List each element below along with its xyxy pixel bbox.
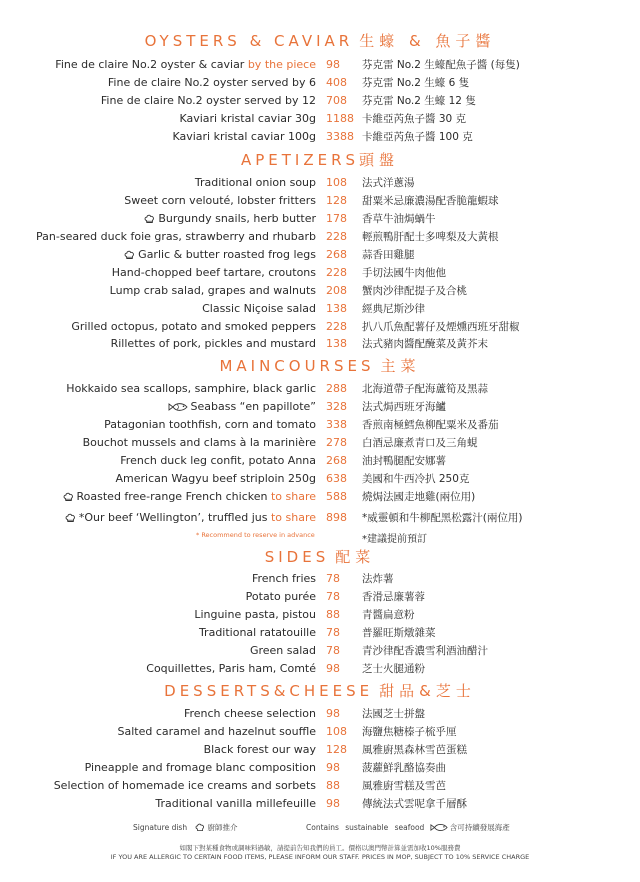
item-name: Salted caramel and hazelnut souffle (117, 725, 316, 738)
item-name: Burgundy snails, herb butter (158, 212, 316, 225)
menu-item (0, 282, 640, 300)
item-name: Kaviari kristal caviar 100g (172, 130, 316, 143)
item-name: Traditional onion soup (194, 176, 316, 189)
section-title-zh: 甜品&芝士 (379, 682, 476, 700)
menu-item (0, 570, 640, 588)
menu-item (0, 398, 640, 416)
item-price: 98 (326, 58, 340, 71)
item-price: 138 (326, 337, 347, 350)
menu-item (0, 624, 640, 642)
item-price: 408 (326, 76, 347, 89)
item-price: 98 (326, 761, 340, 774)
section-title-desserts-cheese (0, 682, 640, 700)
item-price: 638 (326, 472, 347, 485)
chef-hat-icon (195, 823, 205, 834)
item-price: 88 (326, 779, 340, 792)
item-name-zh: 法式洋蔥湯 (362, 177, 415, 189)
menu-item (0, 795, 640, 813)
item-name-zh: 法式豬肉醬配醃菜及黃芥末 (362, 338, 488, 350)
item-price: 708 (326, 94, 347, 107)
item-name-zh: 芬克雷 No.2 生蠔 6 隻 (362, 77, 470, 89)
item-price: 78 (326, 644, 340, 657)
item-name-zh: 風雅廚黑森林雪芭蛋糕 (362, 744, 467, 756)
item-name: Fine de claire No.2 oyster served by 12 (100, 94, 316, 107)
item-price: 228 (326, 266, 347, 279)
item-name-zh: 經典尼斯沙律 (362, 303, 425, 315)
item-price: 78 (326, 572, 340, 585)
item-name-zh: 燒焗法國走地雞(兩位用) (362, 491, 476, 503)
menu-item (0, 264, 640, 282)
item-name-zh: 芬克雷 No.2 生蠔 12 隻 (362, 95, 476, 107)
item-name-zh: 扒八爪魚配薯仔及煙燻西班牙甜椒 (362, 321, 520, 333)
item-name: Bouchot mussels and clams à la marinière (82, 436, 316, 449)
item-name-zh: 傳統法式雲呢拿千層酥 (362, 798, 467, 810)
item-name: French fries (251, 572, 316, 585)
item-name: Hokkaido sea scallops, samphire, black garlic (66, 382, 316, 395)
item-name-zh: 青醬扁意粉 (362, 609, 415, 621)
item-name: Kaviari kristal caviar 30g (179, 112, 316, 125)
item-name: Our beef ‘Wellington’, truffled jus (84, 511, 268, 524)
item-price: 88 (326, 608, 340, 621)
item-name-zh: 白酒忌廉煮青口及三角蜆 (362, 437, 478, 449)
item-star: * (78, 511, 85, 524)
item-price: 208 (326, 284, 347, 297)
menu-item (0, 660, 640, 678)
legend-signature-dish (133, 822, 237, 834)
fish-icon (430, 823, 448, 834)
menu-item (0, 110, 640, 128)
menu-item (0, 434, 640, 452)
item-name-zh: 甜粟米忌廉濃湯配香脆龍蝦球 (362, 195, 499, 207)
item-name: Patagonian toothfish, corn and tomato (104, 418, 316, 431)
item-name-zh: 普羅旺斯燉雜菜 (362, 627, 436, 639)
item-name: Hand-chopped beef tartare, croutons (111, 266, 316, 279)
menu-item (0, 777, 640, 795)
item-name: Lump crab salad, grapes and walnuts (109, 284, 316, 297)
item-name-zh: 卡維亞芮魚子醬 30 克 (362, 113, 467, 125)
item-name: Seabass “en papillote” (190, 400, 316, 413)
menu-item (0, 210, 640, 228)
item-price: 98 (326, 797, 340, 810)
item-name-zh: 香滑忌廉薯蓉 (362, 591, 425, 603)
menu-item (0, 335, 640, 353)
section-title-zh: 頭盤 (359, 151, 400, 169)
item-name: Fine de claire No.2 oyster & caviar (55, 58, 245, 71)
item-name-zh: 美國和牛西冷扒 250克 (362, 473, 470, 485)
item-note: to share (270, 511, 316, 524)
item-name-zh: 北海道帶子配海蘆筍及黑蒜 (362, 383, 488, 395)
item-price: 108 (326, 176, 347, 189)
chef-hat-icon (65, 511, 76, 529)
item-price: 78 (326, 626, 340, 639)
allergy-note-zh: 如閣下對某種食物或調味料過敏，請提前告知我們的員工。價格以澳門幣計算並需加收10%服務費 (179, 844, 461, 852)
item-price: 98 (326, 707, 340, 720)
section-title-en: APETIZERS (240, 151, 360, 169)
menu-item (0, 192, 640, 210)
menu-item (0, 380, 640, 398)
legend-signature-label: Signature dish (133, 823, 188, 832)
item-name: Traditional ratatouille (198, 626, 316, 639)
item-name-zh: 蟹肉沙律配提子及合桃 (362, 285, 467, 297)
menu-item (0, 56, 640, 74)
item-name-zh: 海鹽焦糖榛子梳乎厘 (362, 726, 457, 738)
item-price: 338 (326, 418, 347, 431)
menu-item (0, 174, 640, 192)
menu-item (0, 452, 640, 470)
item-price: 288 (326, 382, 347, 395)
item-name: Coquillettes, Paris ham, Comté (146, 662, 316, 675)
menu-item (0, 300, 640, 318)
item-name: French cheese selection (183, 707, 316, 720)
legend-seafood-zh: 含可持續發展海產 (449, 823, 510, 832)
item-price: 3388 (326, 130, 354, 143)
item-price: 228 (326, 320, 347, 333)
menu-item (0, 128, 640, 146)
section-title-en: DESSERTS&CHEESE (164, 682, 374, 700)
item-price: 98 (326, 662, 340, 675)
menu-item (0, 642, 640, 660)
menu-item (0, 705, 640, 723)
item-name-zh: 蒜香田雞腿 (362, 249, 415, 261)
item-price: 278 (326, 436, 347, 449)
item-price: 588 (326, 490, 347, 503)
item-name: Potato purée (245, 590, 316, 603)
item-name: Green salad (249, 644, 316, 657)
menu-item (0, 509, 640, 527)
item-name: Rillettes of pork, pickles and mustard (110, 337, 316, 350)
item-price: 228 (326, 230, 347, 243)
item-price: 138 (326, 302, 347, 315)
menu-item (0, 92, 640, 110)
item-name: Sweet corn velouté, lobster fritters (124, 194, 316, 207)
item-name-zh: 卡維亞芮魚子醬 100 克 (362, 131, 473, 143)
section-title-en: OYSTERS & CAVIAR (144, 32, 354, 50)
item-name-zh: 菠蘿鮮乳酪協奏曲 (362, 762, 446, 774)
item-name: Linguine pasta, pistou (194, 608, 316, 621)
allergy-note-en: IF YOU ARE ALLERGIC TO CERTAIN FOOD ITEMS, PLEASE INFORM OUR STAFF. PRICES IN MOP, SUBJECT TO 10% SERVICE CHARGE (110, 853, 530, 861)
item-name-zh: 法國芝士拼盤 (362, 708, 425, 720)
item-note: to share (270, 490, 316, 503)
menu-item (0, 606, 640, 624)
item-name: Garlic & butter roasted frog legs (138, 248, 316, 261)
item-name: Black forest our way (203, 743, 316, 756)
menu-item (0, 723, 640, 741)
section-title-en: SIDES (264, 548, 330, 566)
section-title-en: MAINCOURSES (219, 357, 375, 375)
item-name: Traditional vanilla millefeuille (155, 797, 316, 810)
menu-item (0, 759, 640, 777)
section-title-zh: 配菜 (335, 548, 376, 566)
recommend-note: * Recommend to reserve in advance (196, 531, 315, 539)
item-price: 268 (326, 248, 347, 261)
item-name: Roasted free-range French chicken (76, 490, 268, 503)
legend-seafood-label: Contains sustainable seafood (306, 823, 425, 832)
item-price: 128 (326, 743, 347, 756)
section-title-zh: 生蠔 & 魚子醬 (359, 32, 496, 50)
menu-item (0, 246, 640, 264)
section-title-maincourses (0, 357, 640, 375)
item-name-zh: 芝士火腿通粉 (362, 663, 425, 675)
item-price: 268 (326, 454, 347, 467)
item-name: Grilled octopus, potato and smoked peppers (71, 320, 316, 333)
item-name-zh: 油封鴨腿配安娜薯 (362, 455, 446, 467)
menu-item (0, 470, 640, 488)
menu-item (0, 228, 640, 246)
item-name: Pan-seared duck foie gras, strawberry and rhubarb (36, 230, 316, 243)
reserve-note-zh: *建議提前預訂 (362, 534, 427, 545)
item-price: 128 (326, 194, 347, 207)
item-name: American Wagyu beef striploin 250g (115, 472, 316, 485)
item-name-zh: 香草牛油焗蝸牛 (362, 213, 436, 225)
section-title-sides (0, 548, 640, 566)
item-name-zh: 風雅廚雪糕及雪芭 (362, 780, 446, 792)
item-name-zh: *威靈頓和牛柳配黑松露汁(兩位用) (362, 512, 523, 524)
item-name-zh: 法式焗西班牙海鱸 (362, 401, 446, 413)
item-name-zh: 青沙律配香濃雪利酒油醋汁 (362, 645, 488, 657)
item-name-zh: 輕煎鴨肝配士多啤梨及大黃根 (362, 231, 499, 243)
item-name: Fine de claire No.2 oyster served by 6 (107, 76, 316, 89)
item-name: Classic Niçoise salad (202, 302, 316, 315)
legend-sustainable-seafood (306, 822, 510, 834)
item-name-zh: 法炸薯 (362, 573, 394, 585)
item-note: by the piece (247, 58, 316, 71)
section-title-apetizers (0, 151, 640, 169)
item-price: 328 (326, 400, 347, 413)
menu-item (0, 416, 640, 434)
chef-hat-icon (63, 490, 74, 508)
menu-item (0, 318, 640, 336)
menu-item (0, 588, 640, 606)
item-name-zh: 香煎南極鱈魚柳配粟米及番茄 (362, 419, 499, 431)
item-name-zh: 手切法國牛肉他他 (362, 267, 446, 279)
item-price: 898 (326, 511, 347, 524)
section-title-oysters-caviar (0, 32, 640, 50)
item-name: Selection of homemade ice creams and sorbets (53, 779, 316, 792)
menu-item (0, 74, 640, 92)
item-price: 78 (326, 590, 340, 603)
menu-item (0, 741, 640, 759)
item-name-zh: 芬克雷 No.2 生蠔配魚子醬 (每隻) (362, 59, 520, 71)
item-price: 178 (326, 212, 347, 225)
item-price: 1188 (326, 112, 354, 125)
item-name: Pineapple and fromage blanc composition (84, 761, 316, 774)
section-title-zh: 主菜 (380, 357, 421, 375)
legend-signature-zh: 廚師推介 (207, 823, 238, 832)
item-name: French duck leg confit, potato Anna (120, 454, 316, 467)
item-price: 108 (326, 725, 347, 738)
menu-item (0, 488, 640, 506)
